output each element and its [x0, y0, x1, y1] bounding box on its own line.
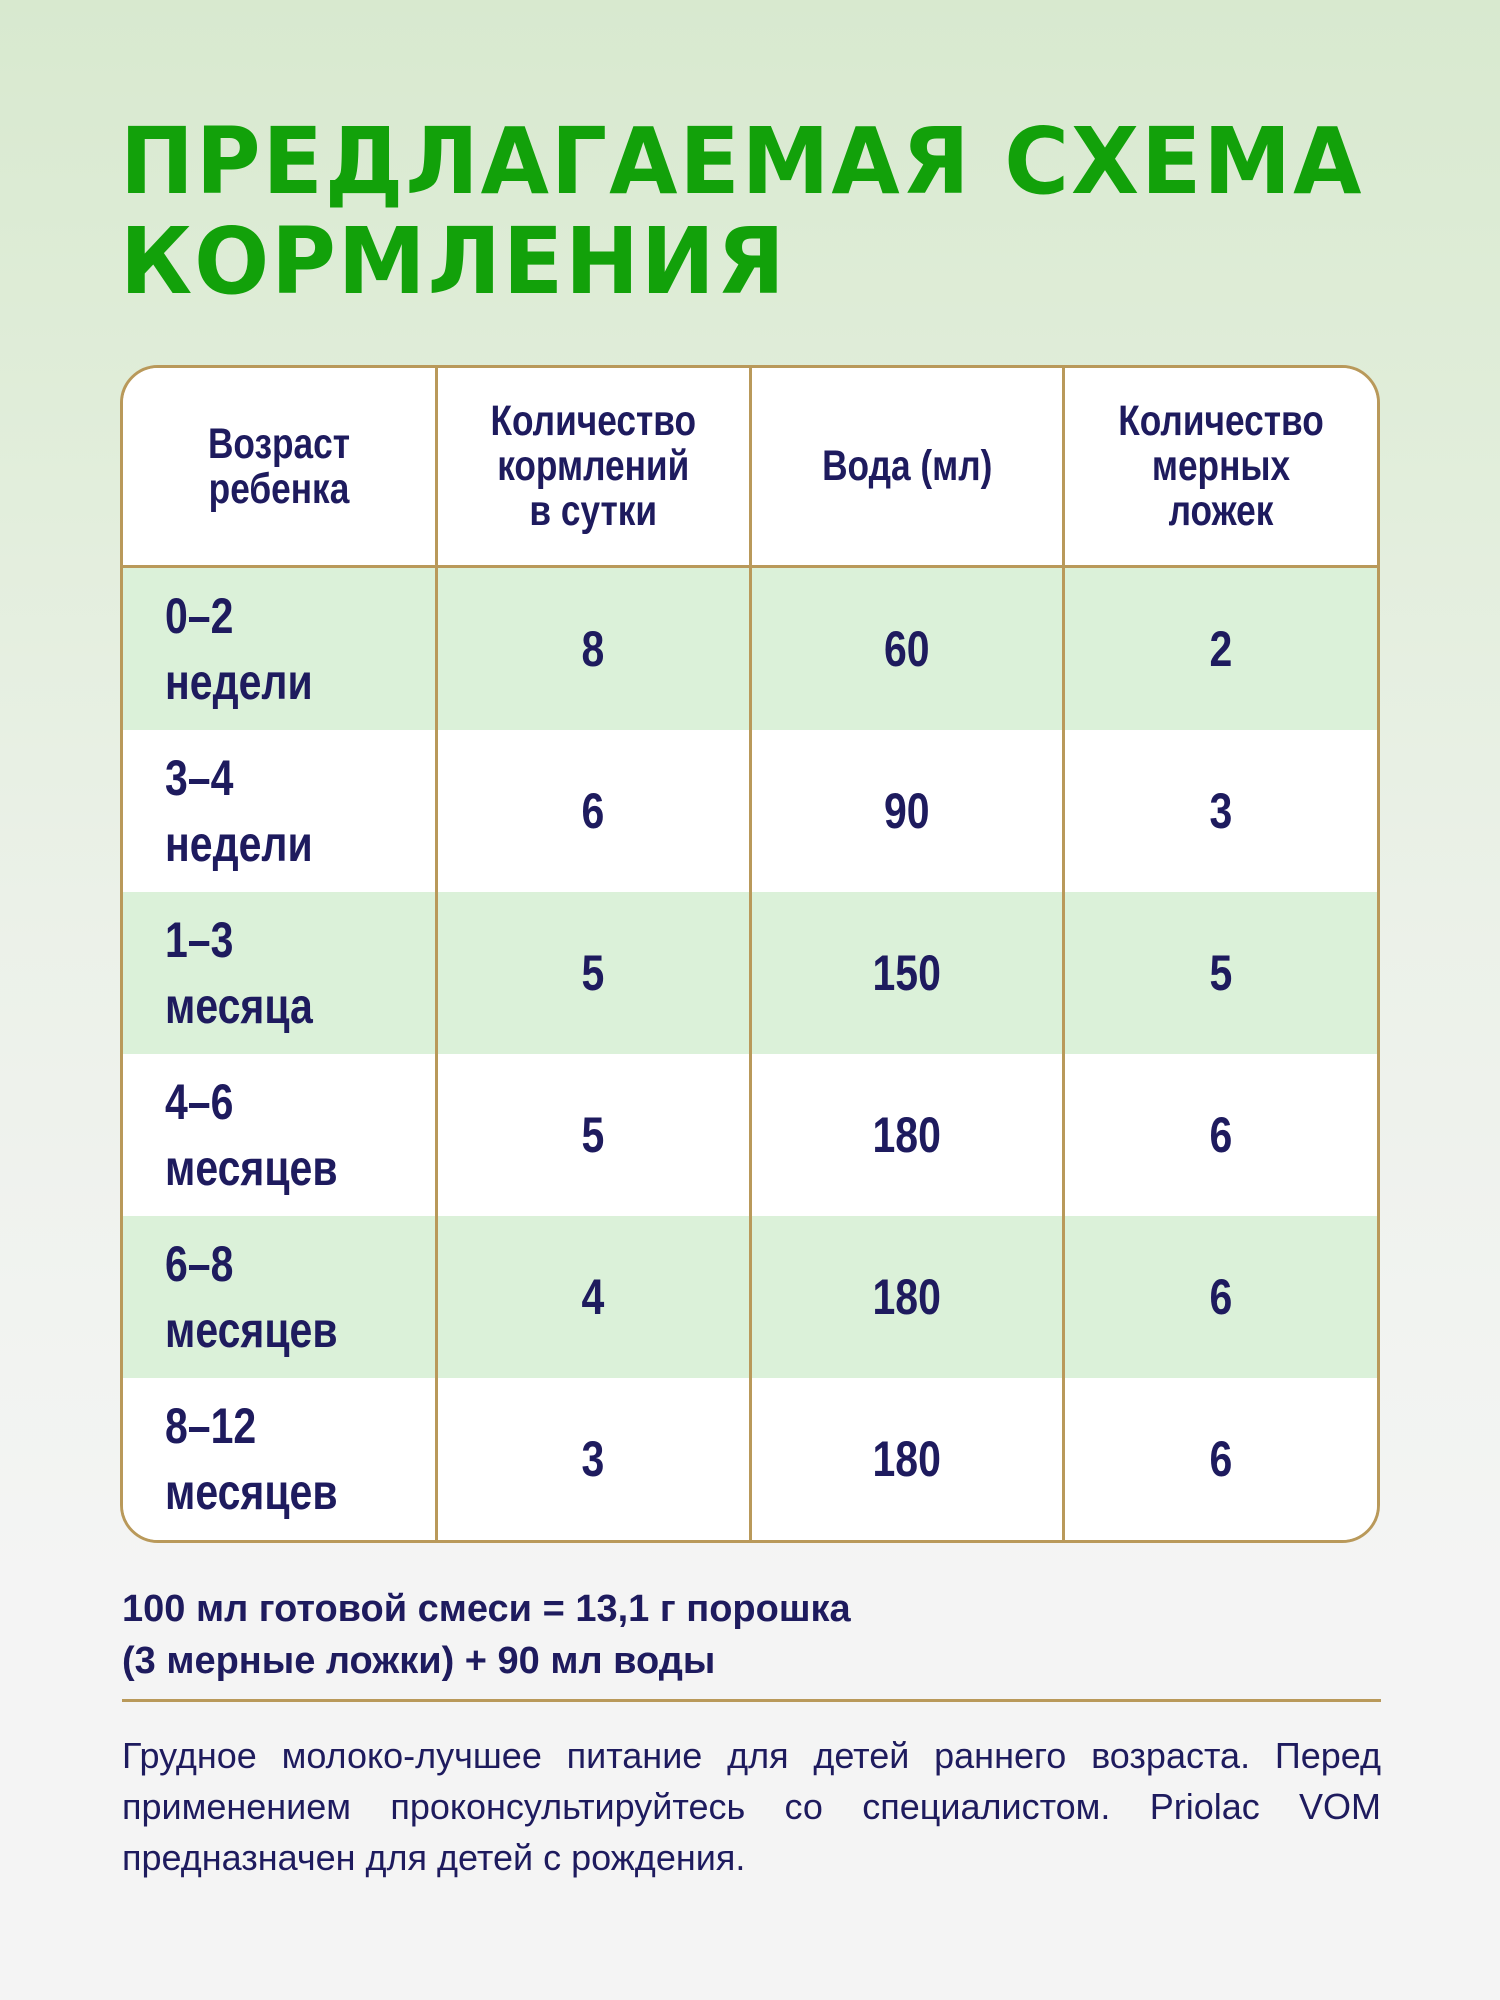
preparation-note	[122, 1583, 1382, 1687]
cell-water: 180	[750, 1216, 1064, 1378]
cell-feedings: 4	[437, 1216, 751, 1378]
table-row	[123, 1216, 1377, 1378]
note-line-1: 100 мл готовой смеси = 13,1 г порошка	[122, 1588, 851, 1630]
cell-spoons: 6	[1064, 1054, 1378, 1216]
cell-water: 150	[750, 892, 1064, 1054]
cell-feedings: 5	[437, 892, 751, 1054]
cell-spoons: 6	[1064, 1378, 1378, 1540]
gold-divider	[122, 1699, 1381, 1702]
note-line-2: (3 мерные ложки) + 90 мл воды	[122, 1640, 716, 1682]
cell-water: 90	[750, 730, 1064, 892]
cell-age: 0–2 недели	[123, 567, 437, 731]
cell-age: 4–6 месяцев	[123, 1054, 437, 1216]
title-line-1: ПРЕДЛАГАЕМАЯ СХЕМА	[120, 108, 1364, 215]
table-row	[123, 892, 1377, 1054]
title-line-2: КОРМЛЕНИЯ	[120, 208, 787, 315]
cell-water: 180	[750, 1054, 1064, 1216]
disclaimer-text: Грудное молоко-лучшее питание для детей раннего возраста. Перед применением проконсультируйтесь со специалистом. Priolac VOM предназначен для детей с рождения.	[122, 1735, 1381, 1878]
header-age: Возраст ребенка	[123, 368, 437, 567]
cell-spoons: 2	[1064, 567, 1378, 731]
page-title	[120, 108, 1364, 315]
cell-feedings: 5	[437, 1054, 751, 1216]
cell-spoons: 6	[1064, 1216, 1378, 1378]
cell-feedings: 6	[437, 730, 751, 892]
cell-age: 1–3 месяца	[123, 892, 437, 1054]
table-header-row	[123, 368, 1377, 567]
header-feedings-per-day: Количество кормлений в сутки	[437, 368, 751, 567]
cell-water: 180	[750, 1378, 1064, 1540]
cell-feedings: 8	[437, 567, 751, 731]
cell-feedings: 3	[437, 1378, 751, 1540]
feeding-schedule-table	[120, 365, 1380, 1543]
cell-age: 6–8 месяцев	[123, 1216, 437, 1378]
cell-water: 60	[750, 567, 1064, 731]
cell-age: 3–4 недели	[123, 730, 437, 892]
cell-age: 8–12 месяцев	[123, 1378, 437, 1540]
header-water-ml: Вода (мл)	[750, 368, 1064, 567]
table-row	[123, 730, 1377, 892]
table-row	[123, 567, 1377, 731]
cell-spoons: 3	[1064, 730, 1378, 892]
header-measuring-spoons: Количество мерных ложек	[1064, 368, 1378, 567]
table-row	[123, 1054, 1377, 1216]
table-row	[123, 1378, 1377, 1540]
cell-spoons: 5	[1064, 892, 1378, 1054]
